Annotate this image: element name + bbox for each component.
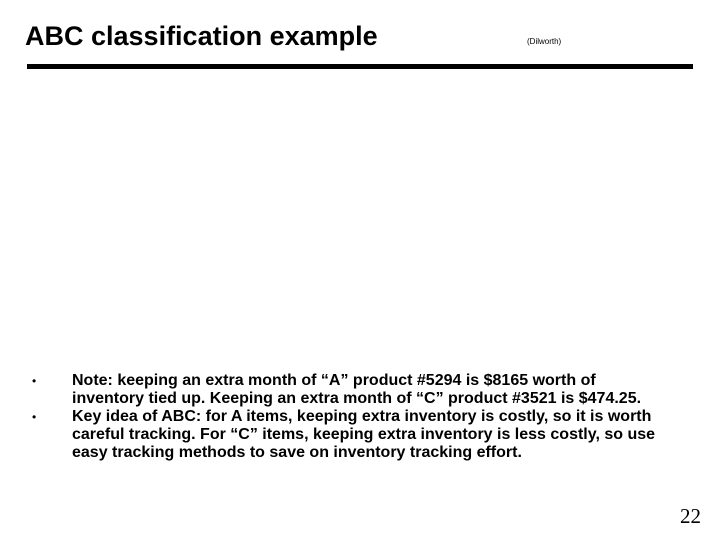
bullet-text-key-idea: Key idea of ABC: for A items, keeping extra inventory is costly, so it is worth careful tracking. For “C” items, keeping extra inventory is less costly, so use easy tracking methods to save on inventory tracking effort. [72,408,656,461]
bullet-marker: • [32,374,37,388]
bullet-marker: • [32,410,37,424]
bullet-text-note: Note: keeping an extra month of “A” product #5294 is $8165 worth of inventory tied up. Keeping an extra month of “C” product #3521 is $474.25. [72,372,642,407]
source-attribution: (Dilworth) [527,37,562,46]
page-number: 22 [680,504,701,528]
bullet-item-key-idea [30,408,670,462]
bullet-item-note [30,372,670,408]
title-divider [27,64,693,69]
slide-title: ABC classification example [25,21,378,51]
bullet-list [30,372,670,462]
